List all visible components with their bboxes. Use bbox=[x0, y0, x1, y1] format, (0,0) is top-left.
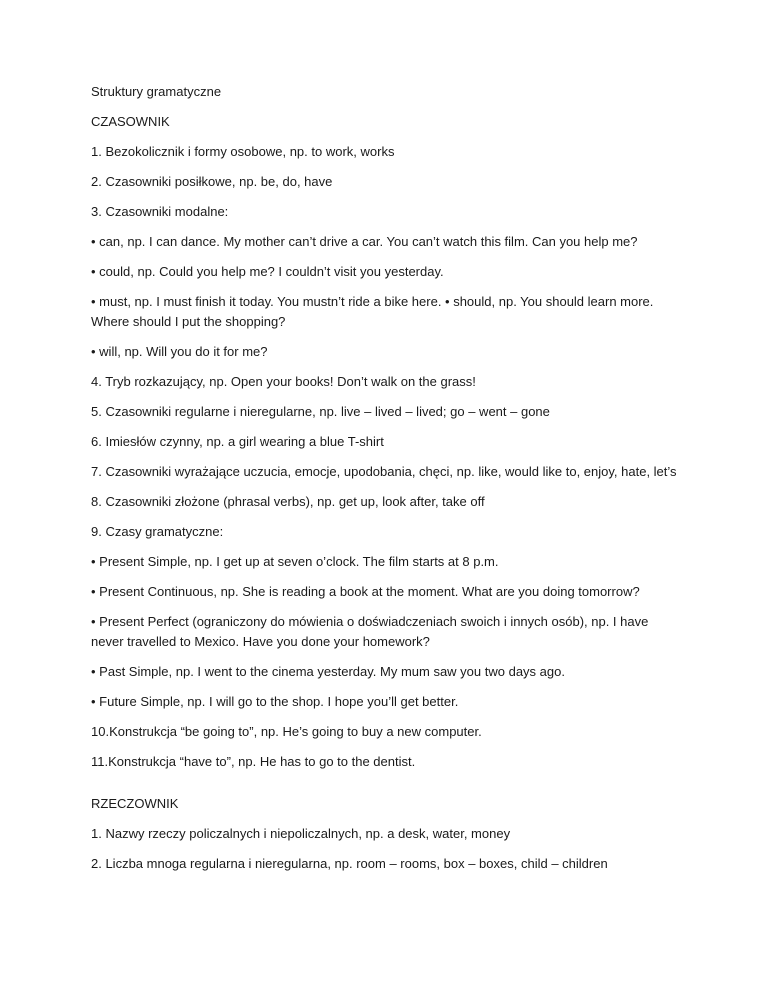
list-item: 7. Czasowniki wyrażające uczucia, emocje, upodobania, chęci, np. like, would like to, enjoy, hate, let’s bbox=[91, 464, 677, 479]
list-item: 2. Czasowniki posiłkowe, np. be, do, have bbox=[91, 174, 333, 189]
list-item: • can, np. I can dance. My mother can’t drive a car. You can’t watch this film. Can you help me? bbox=[91, 234, 638, 249]
list-item: • Past Simple, np. I went to the cinema yesterday. My mum saw you two days ago. bbox=[91, 664, 565, 679]
list-item: 5. Czasowniki regularne i nieregularne, np. live – lived – lived; go – went – gone bbox=[91, 404, 550, 419]
list-item: 1. Bezokolicznik i formy osobowe, np. to work, works bbox=[91, 144, 395, 159]
list-item: • could, np. Could you help me? I couldn’t visit you yesterday. bbox=[91, 264, 444, 279]
list-item: 6. Imiesłów czynny, np. a girl wearing a blue T-shirt bbox=[91, 434, 384, 449]
list-item: • Present Continuous, np. She is reading a book at the moment. What are you doing tomorrow? bbox=[91, 584, 640, 599]
list-item: 10.Konstrukcja “be going to”, np. He’s going to buy a new computer. bbox=[91, 724, 482, 739]
list-item: • Present Simple, np. I get up at seven o’clock. The film starts at 8 p.m. bbox=[91, 554, 499, 569]
document-body bbox=[91, 82, 681, 884]
list-item: 1. Nazwy rzeczy policzalnych i niepoliczalnych, np. a desk, water, money bbox=[91, 826, 511, 841]
list-item: 3. Czasowniki modalne: bbox=[91, 204, 229, 219]
section-heading-czasownik: CZASOWNIK bbox=[91, 114, 170, 129]
document-title: Struktury gramatyczne bbox=[91, 84, 222, 99]
list-item: • Future Simple, np. I will go to the shop. I hope you’ll get better. bbox=[91, 694, 459, 709]
list-item: 8. Czasowniki złożone (phrasal verbs), np. get up, look after, take off bbox=[91, 494, 485, 509]
list-item: • must, np. I must finish it today. You mustn’t ride a bike here. • should, np. You should learn more. Where should I put the shopping? bbox=[91, 294, 654, 329]
list-item: • will, np. Will you do it for me? bbox=[91, 344, 268, 359]
list-item: 4. Tryb rozkazujący, np. Open your books! Don’t walk on the grass! bbox=[91, 374, 476, 389]
list-item: 11.Konstrukcja “have to”, np. He has to go to the dentist. bbox=[91, 754, 416, 769]
list-item: 2. Liczba mnoga regularna i nieregularna, np. room – rooms, box – boxes, child – children bbox=[91, 856, 608, 871]
list-item: 9. Czasy gramatyczne: bbox=[91, 524, 224, 539]
list-item: • Present Perfect (ograniczony do mówienia o doświadczeniach swoich i innych osób), np. I have never travelled to Mexico. Have you done your homework? bbox=[91, 614, 649, 649]
section-heading-rzeczownik: RZECZOWNIK bbox=[91, 796, 179, 811]
